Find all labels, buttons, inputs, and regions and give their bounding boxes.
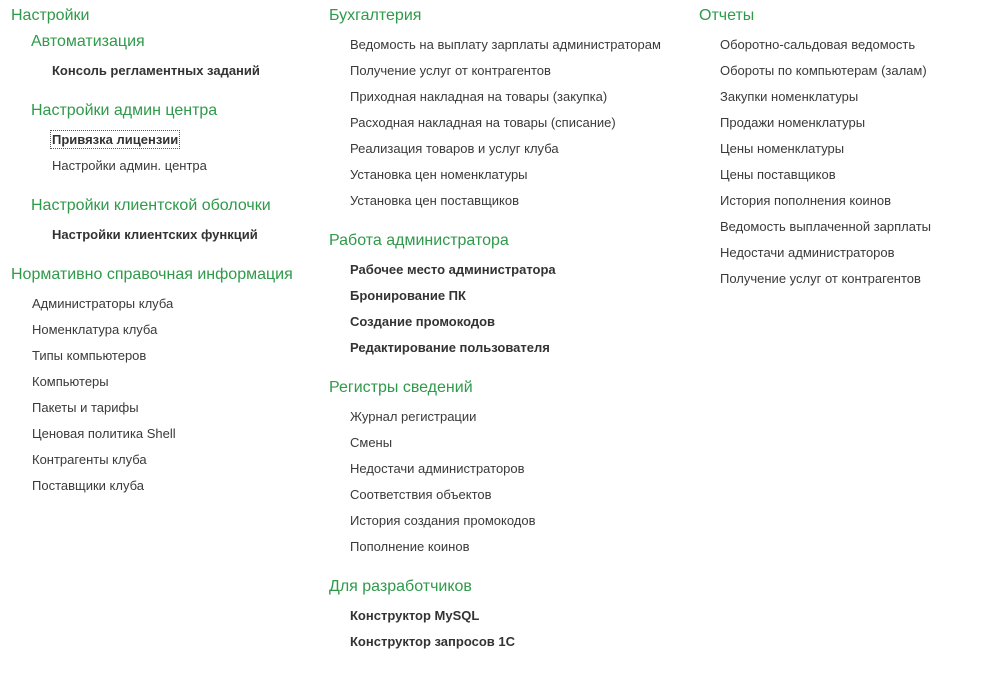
link-club-sales[interactable]: Реализация товаров и услуг клуба [350,141,559,156]
link-nomenclature-sales[interactable]: Продажи номенклатуры [720,115,866,130]
link-computer-turnover[interactable]: Обороты по компьютерам (залам) [720,63,927,78]
link-pc-booking[interactable]: Бронирование ПК [350,288,466,303]
link-admin-center-settings[interactable]: Настройки админ. центра [52,158,207,173]
section-title-settings: Настройки [11,7,90,24]
link-club-administrators[interactable]: Администраторы клуба [32,296,174,311]
link-shell-price-policy[interactable]: Ценовая политика Shell [32,426,176,441]
link-club-suppliers[interactable]: Поставщики клуба [32,478,144,493]
link-goods-writeoff-invoice[interactable]: Расходная накладная на товары (списание) [350,115,616,130]
spacer [329,361,689,378]
link-nomenclature-purchases[interactable]: Закупки номенклатуры [720,89,859,104]
column-reports [699,6,987,292]
link-nomenclature-prices[interactable]: Цены номенклатуры [720,141,845,156]
column-settings [11,6,311,499]
link-license-binding-label: Привязка лицензии [52,132,179,147]
spacer [329,560,689,577]
subsection-title-admin-center-settings: Настройки админ центра [31,102,218,119]
link-goods-receipt-invoice[interactable]: Приходная накладная на товары (закупка) [350,89,608,104]
section-title-reference-info: Нормативно справочная информация [11,266,293,283]
link-packages-tariffs[interactable]: Пакеты и тарифы [32,400,139,415]
spacer [11,84,311,101]
link-scheduled-jobs-console[interactable]: Консоль регламентных заданий [52,63,260,78]
link-admin-shortages-report[interactable]: Недостачи администраторов [720,245,895,260]
spacer [11,248,311,265]
section-title-admin-work: Работа администратора [329,232,509,249]
link-1c-query-constructor[interactable]: Конструктор запросов 1С [350,634,515,649]
link-promocode-history[interactable]: История создания промокодов [350,513,536,528]
link-club-nomenclature[interactable]: Номенклатура клуба [32,322,158,337]
subsection-title-automation: Автоматизация [31,33,145,50]
section-title-developers: Для разработчиков [329,578,472,595]
link-client-functions-settings[interactable]: Настройки клиентских функций [52,227,258,242]
link-supplier-price-setting[interactable]: Установка цен поставщиков [350,193,520,208]
link-create-promocodes[interactable]: Создание промокодов [350,314,496,329]
link-nomenclature-price-setting[interactable]: Установка цен номенклатуры [350,167,528,182]
link-counterparty-services[interactable]: Получение услуг от контрагентов [350,63,551,78]
link-license-binding[interactable] [11,127,311,153]
link-counterparty-services-report[interactable]: Получение услуг от контрагентов [720,271,921,286]
link-supplier-prices[interactable]: Цены поставщиков [720,167,836,182]
link-admin-workplace[interactable]: Рабочее место администратора [350,262,556,277]
column-operations [329,6,689,655]
subsection-title-client-shell-settings: Настройки клиентской оболочки [31,197,271,214]
spacer [329,214,689,231]
link-computers[interactable]: Компьютеры [32,374,109,389]
link-shifts[interactable]: Смены [350,435,393,450]
link-turnover-balance-sheet[interactable]: Оборотно-сальдовая ведомость [720,37,916,52]
link-coin-topup-history[interactable]: История пополнения коинов [720,193,892,208]
link-paid-salary-statement[interactable]: Ведомость выплаченной зарплаты [720,219,932,234]
section-title-info-registers: Регистры сведений [329,379,473,396]
link-admin-salary-statement[interactable]: Ведомость на выплату зарплаты администраторам [350,37,661,52]
link-event-log[interactable]: Журнал регистрации [350,409,477,424]
link-club-counterparties[interactable]: Контрагенты клуба [32,452,147,467]
spacer [11,179,311,196]
link-computer-types[interactable]: Типы компьютеров [32,348,147,363]
section-title-accounting: Бухгалтерия [329,7,422,24]
section-title-reports: Отчеты [699,7,755,24]
link-mysql-constructor[interactable]: Конструктор MySQL [350,608,480,623]
link-admin-shortages[interactable]: Недостачи администраторов [350,461,525,476]
link-object-mappings[interactable]: Соответствия объектов [350,487,492,502]
link-edit-user[interactable]: Редактирование пользователя [350,340,550,355]
link-coin-topups[interactable]: Пополнение коинов [350,539,470,554]
